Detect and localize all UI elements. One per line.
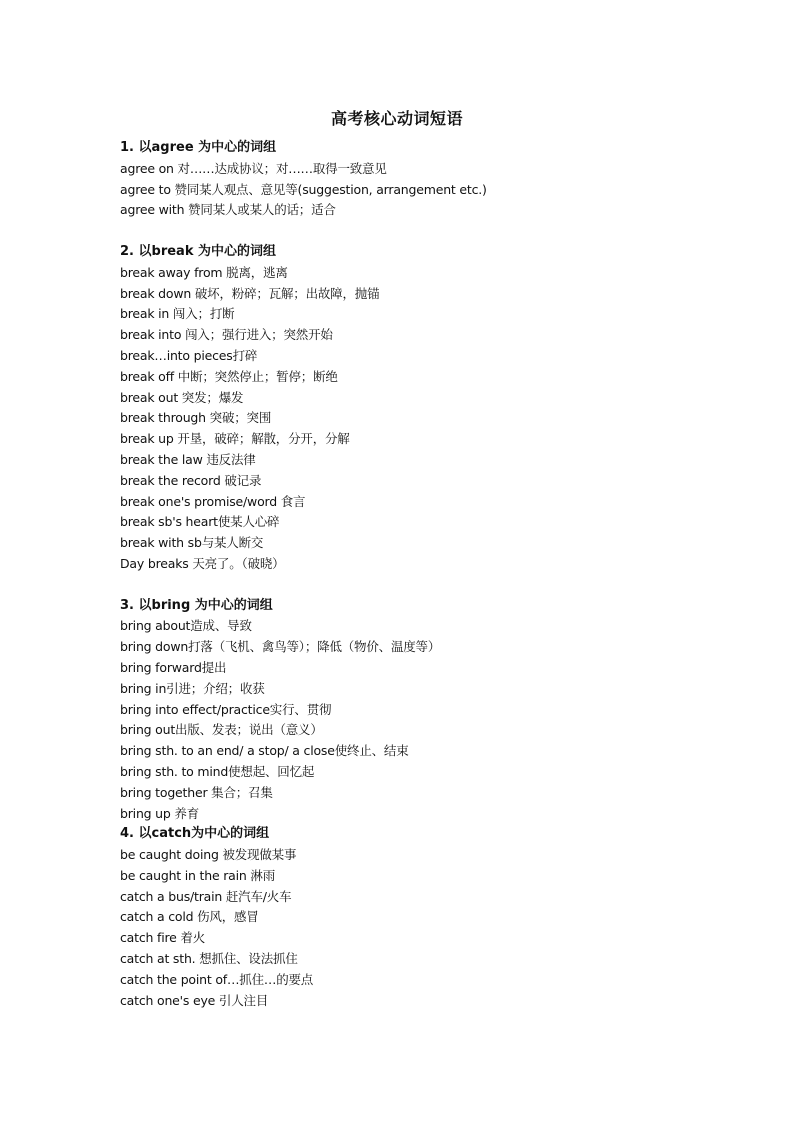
phrase-entry: break away from 脱离，逃离 xyxy=(120,264,288,280)
phrase-entry: break off 中断；突然停止；暂停；断绝 xyxy=(120,368,338,384)
phrase-entry: bring sth. to an end/ a stop/ a close使终止、结束 xyxy=(120,743,409,759)
phrase-entry: break out 突发；爆发 xyxy=(120,389,244,405)
phrase-entry: agree to 赞同某人观点、意见等(suggestion, arrangement etc.) xyxy=(120,181,487,197)
phrase-entry: break sb's heart使某人心碎 xyxy=(120,514,280,530)
section-heading: 4. 以catch为中心的词组 xyxy=(120,826,270,842)
phrase-entry: catch a cold 伤风，感冒 xyxy=(120,909,259,925)
phrase-entry: bring out出版、发表；说出（意义） xyxy=(120,722,323,738)
phrase-entry: agree on 对……达成协议；对……取得一致意见 xyxy=(120,160,387,176)
section-heading: 1. 以agree 为中心的词组 xyxy=(120,140,277,155)
phrase-entry: break one's promise/word 食言 xyxy=(120,493,306,509)
phrase-entry: catch at sth. 想抓住、设法抓住 xyxy=(120,951,298,967)
phrase-entry: break in 闯入；打断 xyxy=(120,306,235,322)
phrase-entry: break up 开垦，破碎；解散，分开，分解 xyxy=(120,431,350,447)
phrase-entry: be caught in the rain 淋雨 xyxy=(120,867,276,883)
phrase-entry: break with sb与某人断交 xyxy=(120,535,264,551)
phrase-entry: Day breaks 天亮了。（破晓） xyxy=(120,555,285,571)
phrase-entry: break the record 破记录 xyxy=(120,472,262,488)
phrase-entry: break into 闯入；强行进入；突然开始 xyxy=(120,327,333,343)
phrase-entry: catch the point of…抓住…的要点 xyxy=(120,971,314,987)
phrase-entry: break…into pieces打碎 xyxy=(120,347,258,363)
phrase-entry: bring into effect/practice实行、贯彻 xyxy=(120,701,332,717)
phrase-entry: bring down打落（飞机、禽鸟等）；降低（物价、温度等） xyxy=(120,639,441,655)
page-title: 高考核心动词短语 xyxy=(330,109,463,128)
section-agree xyxy=(120,138,740,221)
phrase-entry: bring forward提出 xyxy=(120,659,227,675)
phrase-entry: be caught doing 被发现做某事 xyxy=(120,847,297,863)
phrase-entry: bring in引进；介绍；收获 xyxy=(120,680,265,696)
phrase-entry: catch a bus/train 赶汽车/火车 xyxy=(120,888,292,904)
section-bring xyxy=(120,596,740,825)
phrase-entry: bring sth. to mind使想起、回忆起 xyxy=(120,763,315,779)
section-catch xyxy=(120,824,740,1011)
document-body xyxy=(120,138,740,1011)
phrase-entry: agree with 赞同某人或某人的话；适合 xyxy=(120,202,336,218)
phrase-entry: bring about造成、导致 xyxy=(120,618,252,634)
phrase-entry: bring up 养育 xyxy=(120,805,200,821)
phrase-entry: break down 破坏，粉碎；瓦解；出故障，抛锚 xyxy=(120,285,380,301)
phrase-entry: catch fire 着火 xyxy=(120,930,206,946)
phrase-entry: catch one's eye 引人注目 xyxy=(120,992,269,1008)
section-break xyxy=(120,242,740,575)
section-heading: 3. 以bring 为中心的词组 xyxy=(120,597,273,613)
phrase-entry: break the law 违反法律 xyxy=(120,451,256,467)
phrase-entry: bring together 集合；召集 xyxy=(120,784,273,800)
section-heading: 2. 以break 为中心的词组 xyxy=(120,243,276,259)
phrase-entry: break through 突破；突围 xyxy=(120,410,272,426)
